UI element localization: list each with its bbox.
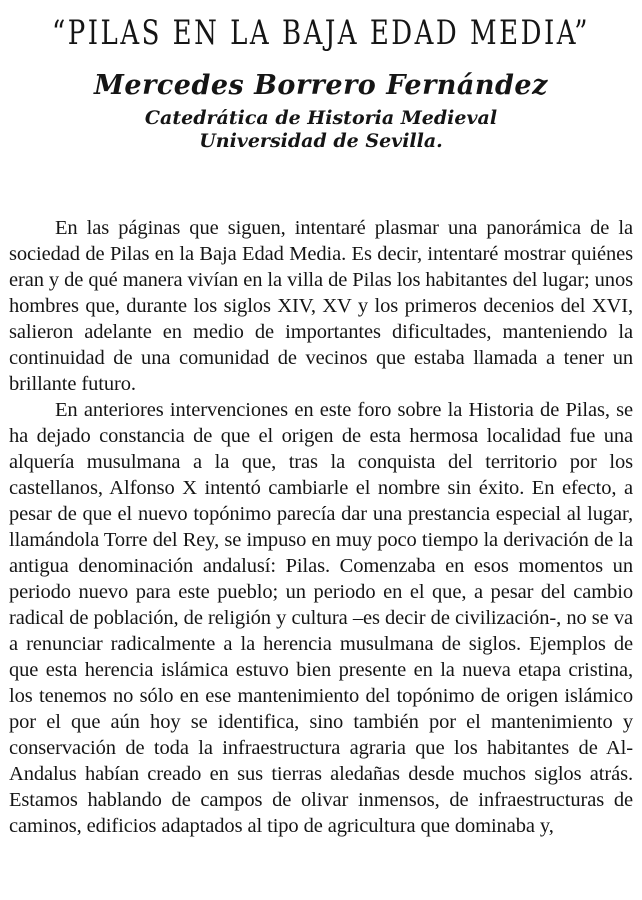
- paragraph: En las páginas que siguen, intentaré plasmar una panorámica de la sociedad de Pilas en la Baja Edad Media. Es decir, intentaré mostrar quiénes eran y de qué manera vivían en la villa de Pilas los habitantes del lugar; unos hombres que, durante los siglos XIV, XV y los primeros decenios del XVI, salieron adelante en medio de importantes dificultades, manteniendo la continuidad de una comunidad de vecinos que estaba llamada a tener un brillante futuro.: [9, 217, 633, 395]
- author-name: Mercedes Borrero Fernández: [94, 70, 548, 101]
- article-body: [9, 215, 633, 839]
- byline: [9, 70, 633, 153]
- author-institution: Universidad de Sevilla.: [199, 130, 443, 152]
- author-role: Catedrática de Historia Medieval: [144, 107, 498, 129]
- paragraph: En anteriores intervenciones en este foro sobre la Historia de Pilas, se ha dejado constancia de que el origen de esta hermosa localidad fue una alquería musulmana a la que, tras la conquista del territorio por los castellanos, Alfonso X intentó cambiarle el nombre sin éxito. En efecto, a pesar de que el nuevo topónimo parecía dar una prestancia especial al lugar, llamándola Torre del Rey, se impuso en muy poco tiempo la derivación de la antigua denominación andalusí: Pilas. Comenzaba en esos momentos un periodo nuevo para este pueblo; un periodo en el que, a pesar del cambio radical de población, de religión y cultura –es decir de civilización-, no se va a renunciar radicalmente a la herencia musulmana de siglos. Ejemplos de que esta herencia islámica estuvo bien presente en la nueva etapa cristina, los tenemos no sólo en ese mantenimiento del topónimo de origen islámico por el que aún hoy se identifica, sino también por el mantenimiento y conservación de toda la infraestructura agraria que los habitantes de Al-Andalus habían creado en sus tierras aledañas desde muchos siglos atrás. Estamos hablando de campos de olivar inmensos, de infraestructuras de caminos, edificios adaptados al tipo de agricultura que dominaba y,: [9, 399, 633, 837]
- page-title: “PILAS EN LA BAJA EDAD MEDIA”: [52, 14, 590, 53]
